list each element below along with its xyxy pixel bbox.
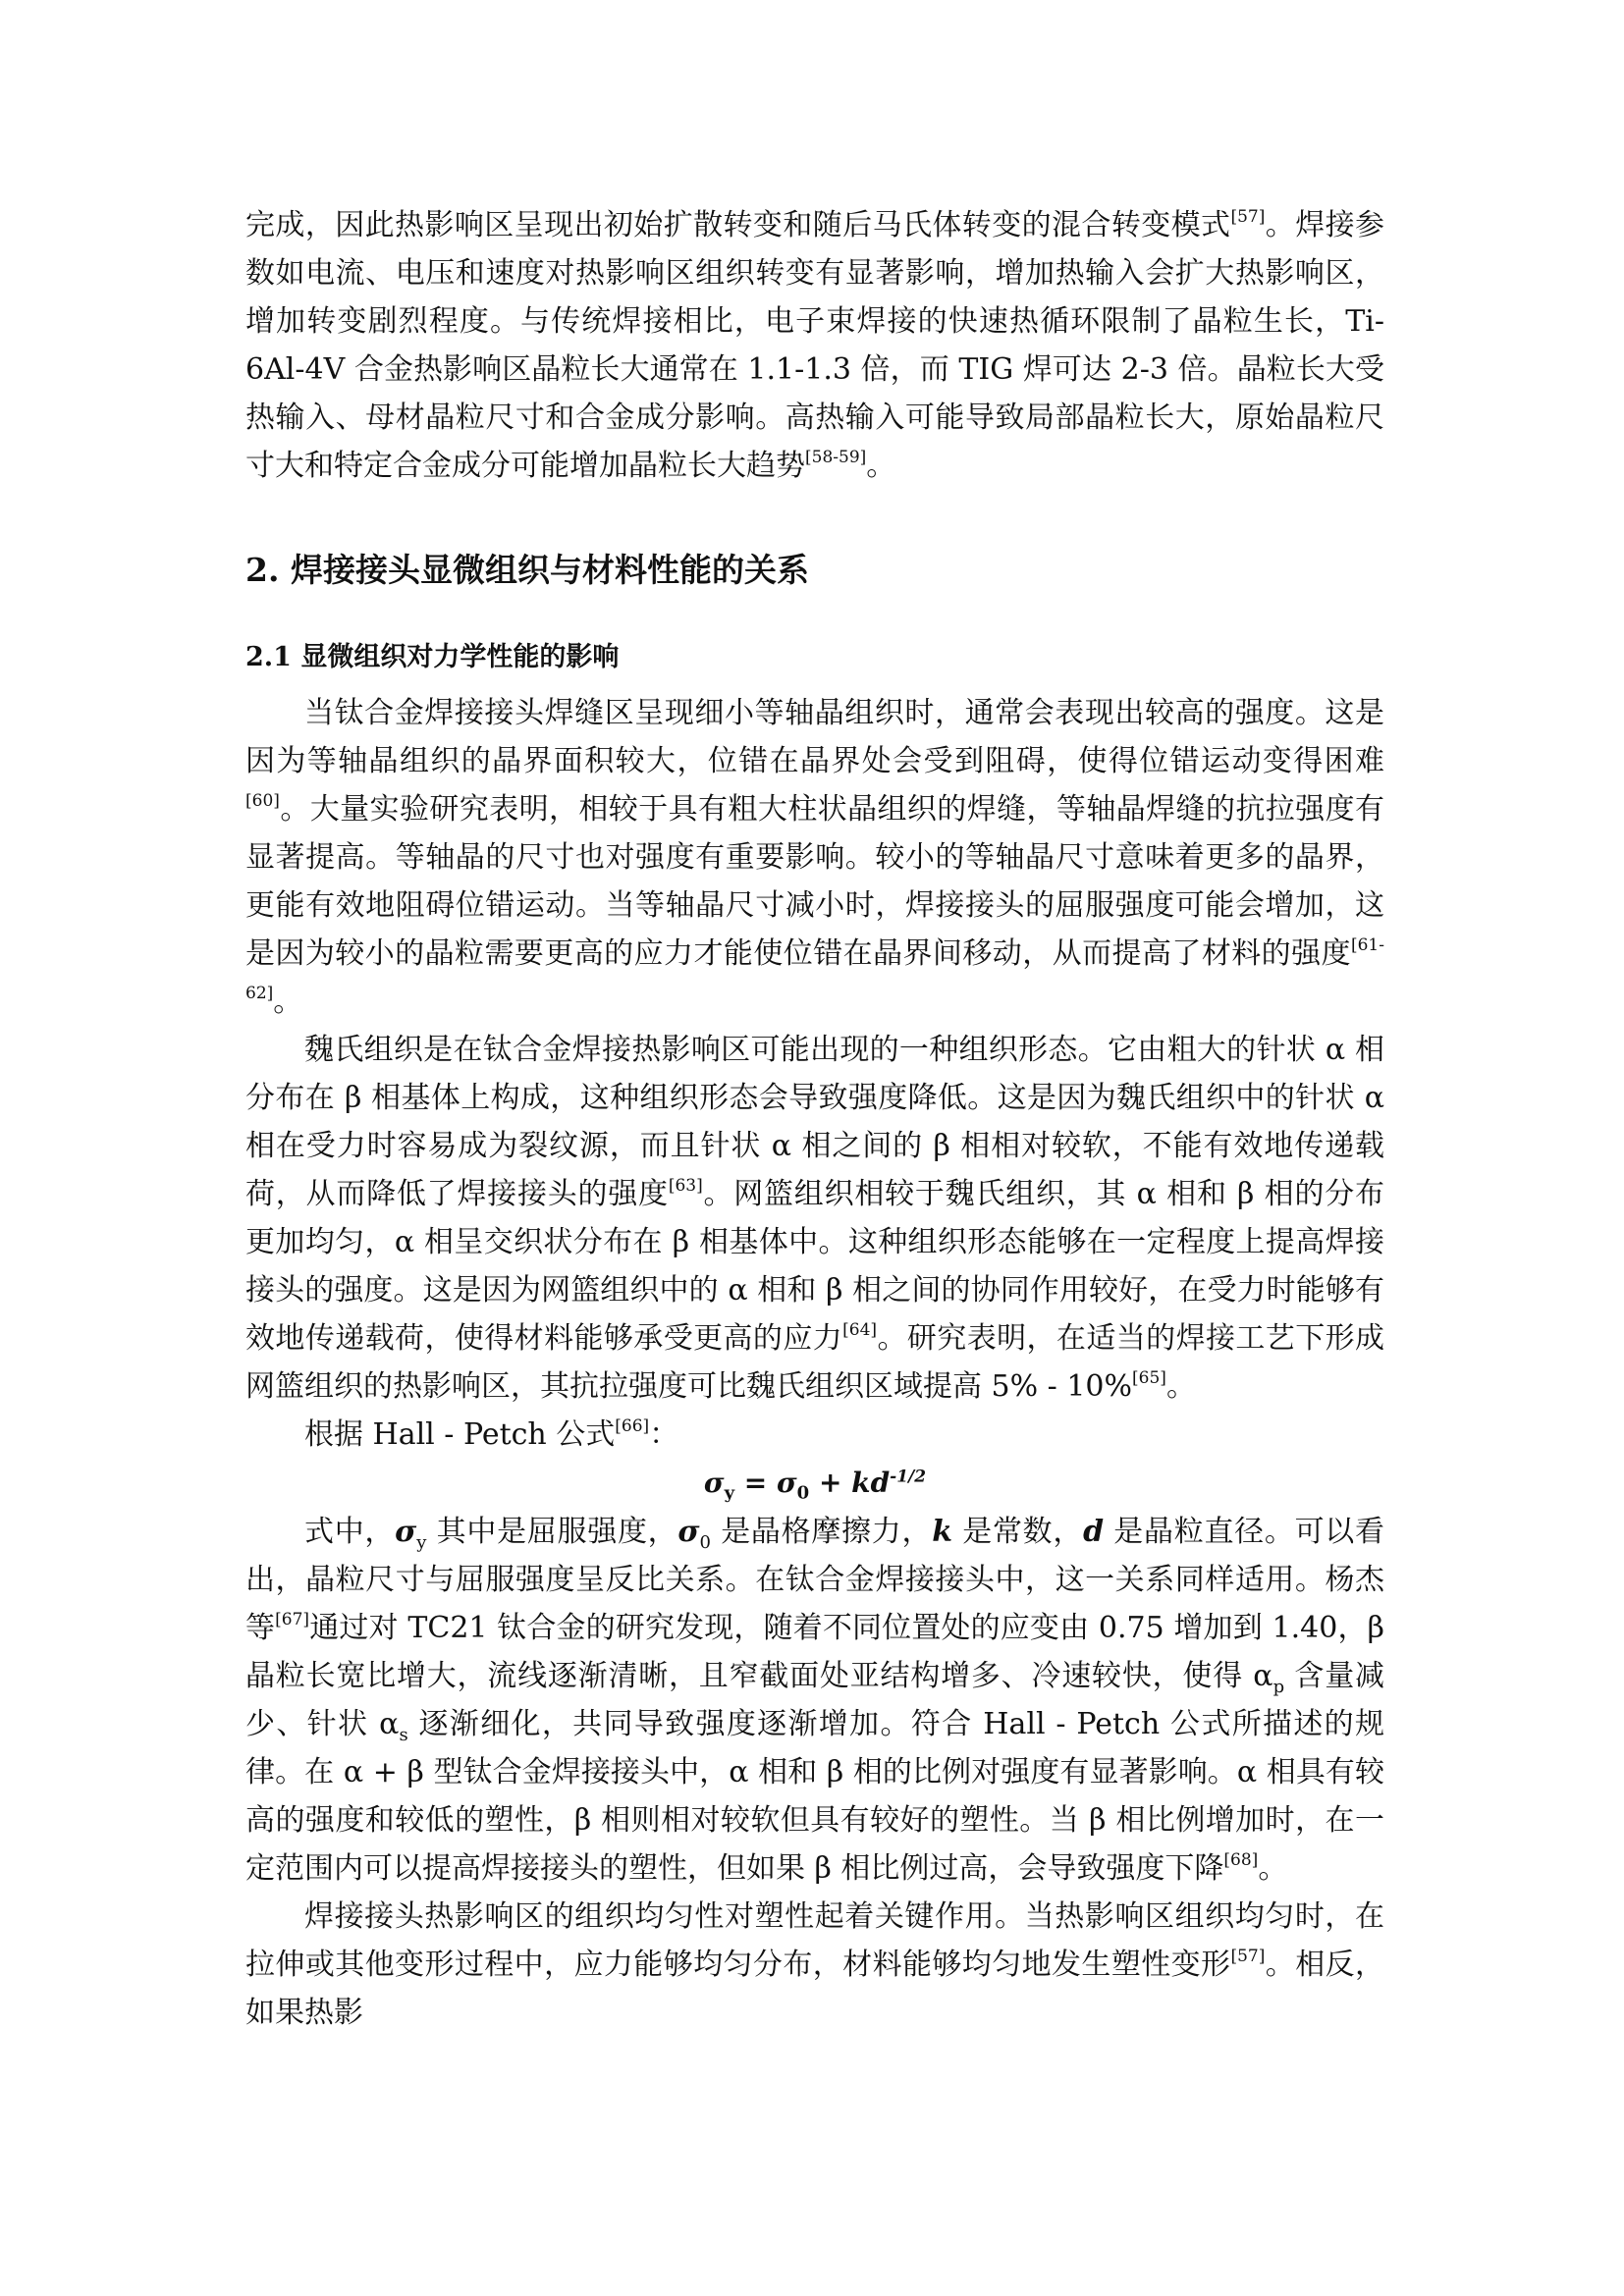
citation: [65] xyxy=(1132,1368,1166,1388)
citation: [57] xyxy=(1230,207,1266,227)
paragraph-formula-explanation: 式中，$\sigma_y$ 其中是屈服强度，$\sigma_0$ 是晶格摩擦力，k 是常数，d 是晶粒直径。可以看出，晶粒尺寸与屈服强度呈反比关系。在钛合金焊接接头中，这一关系同样适用。杨杰等[67]通过对 TC21 钛合金的研究发现，随着不同位置处的应变由 0.75 增加到 1.40，β 晶粒长宽比增大，流线逐渐清晰，且窄截面处亚结构增多、冷速较快，使得 $\alpha_p$ 含量减少、针状 $\alpha_s$ 逐渐细化，共同导致强度逐渐增加。符合 Hall - Petch 公式所描述的规律。在 α + β 型钛合金焊接接头中，α 相和 β 相的比例对强度有显著影响。α 相具有较高的强度和较低的塑性，β 相则相对较软但具有较好的塑性。当 β 相比例增加时，在一定范围内可以提高焊接接头的塑性，但如果 β 相比例过高，会导致强度下降[68]。 xyxy=(245,1515,1385,1886)
citation: [61-62] xyxy=(245,935,1384,1003)
citation: [68] xyxy=(1223,1850,1259,1870)
citation: [66] xyxy=(615,1416,650,1436)
paragraph-equiaxed: 当钛合金焊接接头焊缝区呈现细小等轴晶组织时，通常会表现出较高的强度。这是因为等轴晶组织的晶界面积较大，位错在晶界处会受到阻碍，使得位错运动变得困难[60]。大量实验研究表明，相较于具有粗大柱状晶组织的焊缝，等轴晶焊缝的抗拉强度有显著提高。等轴晶的尺寸也对强度有重要影响。较小的等轴晶尺寸意味着更多的晶界，更能有效地阻碍位错运动。当等轴晶尺寸减小时，焊接接头的屈服强度可能会增加，这是因为较小的晶粒需要更高的应力才能使位错在晶界间移动，从而提高了材料的强度[61-62]。 xyxy=(245,696,1384,1019)
paragraph-widmanstatten: 魏氏组织是在钛合金焊接热影响区可能出现的一种组织形态。它由粗大的针状 α 相分布在 β 相基体上构成，这种组织形态会导致强度降低。这是因为魏氏组织中的针状 α 相在受力时容易成为裂纹源，而且针状 α 相之间的 β 相相对较软，不能有效地传递载荷，从而降低了焊接接头的强度[63]。网篮组织相较于魏氏组织，其 α 相和 β 相的分布更加均匀，α 相呈交织状分布在 β 相基体中。这种组织形态能够在一定程度上提高焊接接头的强度。这是因为网篮组织中的 α 相和 β 相之间的协同作用较好，在受力时能够有效地传递载荷，使得材料能够承受更高的应力[64]。研究表明，在适当的焊接工艺下形成网篮组织的热影响区，其抗拉强度可比魏氏组织区域提高 5% - 10%[65]。 xyxy=(245,1033,1385,1404)
intro-paragraph: 完成，因此热影响区呈现出初始扩散转变和随后马氏体转变的混合转变模式[57]。焊接参数如电流、电压和速度对热影响区组织转变有显著影响，增加热输入会扩大热影响区，增加转变剧烈程度。与传统焊接相比，电子束焊接的快速热循环限制了晶粒生长，Ti-6Al-4V 合金热影响区晶粒长大通常在 1.1-1.3 倍，而 TIG 焊可达 2-3 倍。晶粒长大受热输入、母材晶粒尺寸和合金成分影响。高热输入可能导致局部晶粒长大，原始晶粒尺寸大和特定合金成分可能增加晶粒长大趋势[58-59]。 xyxy=(245,207,1385,483)
paragraph-uniformity: 焊接接头热影响区的组织均匀性对塑性起着关键作用。当热影响区组织均匀时，在拉伸或其他变形过程中，应力能够均匀分布，材料能够均匀地发生塑性变形[57]。相反，如果热影 xyxy=(245,1899,1385,2030)
section-heading: 2. 焊接接头显微组织与材料性能的关系 xyxy=(245,551,809,589)
page-content xyxy=(245,201,1384,2037)
paragraph-hall-petch-intro: 根据 Hall - Petch 公式[66]： xyxy=(304,1416,679,1452)
citation: [60] xyxy=(245,791,280,811)
citation: [57] xyxy=(1230,1947,1266,1966)
subsection-heading: 2.1 显微组织对力学性能的影响 xyxy=(245,642,620,672)
citation: [63] xyxy=(668,1176,703,1196)
citation: [67] xyxy=(275,1610,310,1629)
citation: [64] xyxy=(842,1320,878,1340)
citation: [58-59] xyxy=(805,448,867,467)
hall-petch-formula: $\sigma_y = \sigma_0 + kd^{-1/2}$ xyxy=(703,1467,927,1504)
